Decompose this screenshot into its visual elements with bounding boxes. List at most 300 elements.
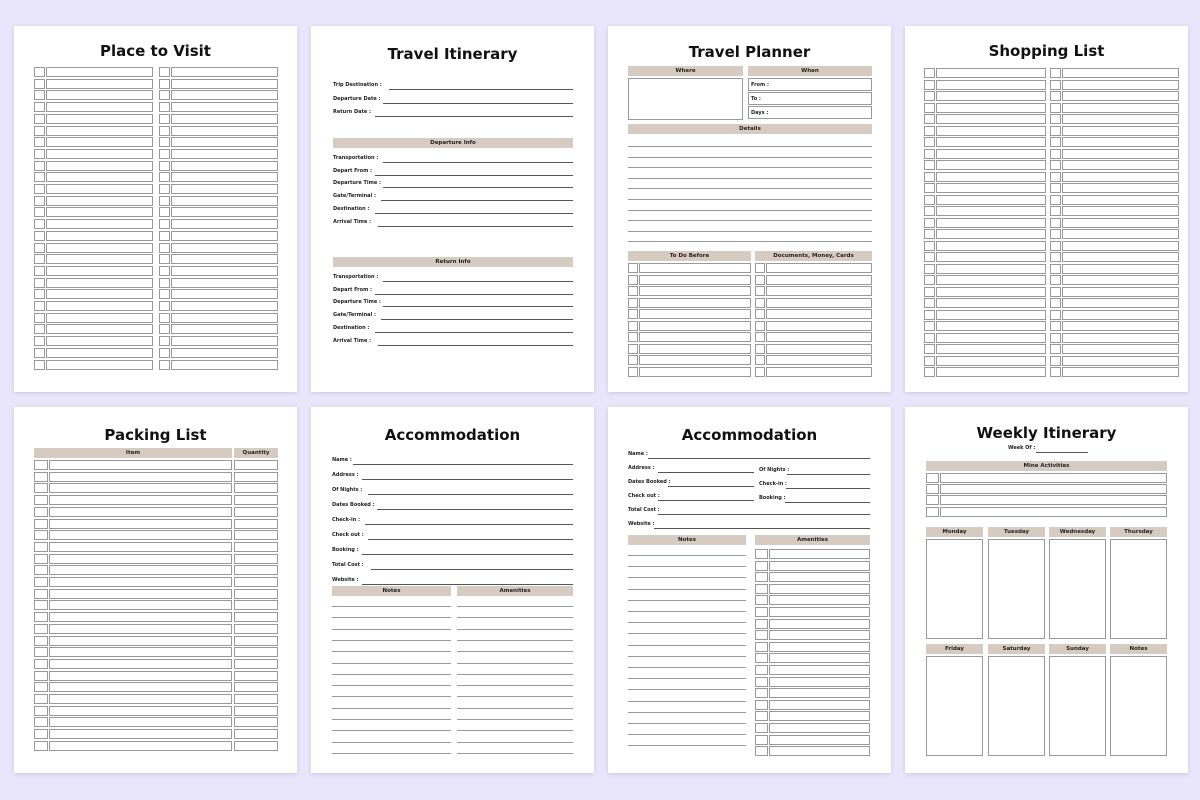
checkbox[interactable] bbox=[34, 717, 48, 727]
list-item-field[interactable] bbox=[46, 137, 153, 147]
checkbox[interactable] bbox=[924, 149, 935, 159]
checkbox[interactable] bbox=[159, 172, 170, 182]
details-line[interactable] bbox=[628, 146, 872, 147]
details-line[interactable] bbox=[628, 210, 872, 211]
amenities-line[interactable] bbox=[457, 708, 573, 709]
item-field[interactable] bbox=[49, 565, 232, 575]
notes-line[interactable] bbox=[628, 734, 746, 735]
notes-line[interactable] bbox=[628, 701, 746, 702]
list-item-field[interactable] bbox=[936, 160, 1046, 170]
quantity-field[interactable] bbox=[234, 565, 278, 575]
list-item-field[interactable] bbox=[769, 665, 870, 675]
checkbox[interactable] bbox=[34, 90, 45, 100]
list-item-field[interactable] bbox=[766, 344, 872, 354]
amenities-line[interactable] bbox=[457, 685, 573, 686]
list-item-field[interactable] bbox=[171, 348, 278, 358]
checkbox[interactable] bbox=[34, 126, 45, 136]
field-line[interactable] bbox=[362, 479, 573, 480]
total-cost-line[interactable] bbox=[658, 514, 870, 515]
checkbox[interactable] bbox=[755, 275, 765, 285]
field-line[interactable] bbox=[362, 554, 573, 555]
notes-line[interactable] bbox=[628, 566, 746, 567]
quantity-field[interactable] bbox=[234, 706, 278, 716]
field-line[interactable] bbox=[368, 494, 573, 495]
checkbox[interactable] bbox=[1050, 264, 1061, 274]
list-item-field[interactable] bbox=[46, 114, 153, 124]
checkbox[interactable] bbox=[628, 286, 638, 296]
checkbox[interactable] bbox=[628, 321, 638, 331]
list-item-field[interactable] bbox=[171, 184, 278, 194]
list-item-field[interactable] bbox=[1062, 149, 1179, 159]
checkbox[interactable] bbox=[159, 126, 170, 136]
checkbox[interactable] bbox=[628, 355, 638, 365]
list-item-field[interactable] bbox=[171, 324, 278, 334]
nights-line[interactable] bbox=[787, 474, 870, 475]
checkbox[interactable] bbox=[1050, 149, 1061, 159]
checkbox[interactable] bbox=[924, 287, 935, 297]
list-item-field[interactable] bbox=[46, 360, 153, 370]
list-item-field[interactable] bbox=[1062, 206, 1179, 216]
checkbox[interactable] bbox=[1050, 367, 1061, 377]
checkbox[interactable] bbox=[34, 231, 45, 241]
list-item-field[interactable] bbox=[936, 298, 1046, 308]
quantity-field[interactable] bbox=[234, 612, 278, 622]
checkbox[interactable] bbox=[924, 103, 935, 113]
notes-line[interactable] bbox=[332, 629, 451, 630]
list-item-field[interactable] bbox=[171, 114, 278, 124]
list-item-field[interactable] bbox=[936, 183, 1046, 193]
checkbox[interactable] bbox=[159, 184, 170, 194]
field-line[interactable] bbox=[383, 103, 573, 104]
list-item-field[interactable] bbox=[46, 126, 153, 136]
quantity-field[interactable] bbox=[234, 659, 278, 669]
checkbox[interactable] bbox=[755, 367, 765, 377]
day-box[interactable] bbox=[1049, 656, 1106, 756]
checkbox[interactable] bbox=[755, 607, 768, 617]
notes-line[interactable] bbox=[628, 656, 746, 657]
checkbox[interactable] bbox=[755, 263, 765, 273]
list-item-field[interactable] bbox=[766, 286, 872, 296]
checkbox[interactable] bbox=[1050, 68, 1061, 78]
checkbox[interactable] bbox=[924, 137, 935, 147]
checkbox[interactable] bbox=[1050, 80, 1061, 90]
list-item-field[interactable] bbox=[171, 360, 278, 370]
list-item-field[interactable] bbox=[46, 231, 153, 241]
checkbox[interactable] bbox=[159, 79, 170, 89]
when-field-box[interactable] bbox=[748, 92, 872, 105]
amenities-line[interactable] bbox=[457, 663, 573, 664]
item-field[interactable] bbox=[49, 671, 232, 681]
item-field[interactable] bbox=[49, 647, 232, 657]
list-item-field[interactable] bbox=[46, 79, 153, 89]
field-line[interactable] bbox=[383, 306, 573, 307]
list-item-field[interactable] bbox=[46, 207, 153, 217]
list-item-field[interactable] bbox=[639, 321, 751, 331]
checkbox[interactable] bbox=[159, 207, 170, 217]
checkbox[interactable] bbox=[34, 460, 48, 470]
checkbox[interactable] bbox=[755, 665, 768, 675]
list-item-field[interactable] bbox=[1062, 183, 1179, 193]
quantity-field[interactable] bbox=[234, 554, 278, 564]
item-field[interactable] bbox=[49, 741, 232, 751]
list-item-field[interactable] bbox=[1062, 68, 1179, 78]
list-item-field[interactable] bbox=[1062, 356, 1179, 366]
list-item-field[interactable] bbox=[936, 137, 1046, 147]
list-item-field[interactable] bbox=[940, 473, 1167, 483]
quantity-field[interactable] bbox=[234, 460, 278, 470]
list-item-field[interactable] bbox=[171, 289, 278, 299]
item-field[interactable] bbox=[49, 519, 232, 529]
list-item-field[interactable] bbox=[171, 196, 278, 206]
checkbox[interactable] bbox=[159, 266, 170, 276]
checkbox[interactable] bbox=[34, 161, 45, 171]
list-item-field[interactable] bbox=[769, 723, 870, 733]
list-item-field[interactable] bbox=[1062, 252, 1179, 262]
list-item-field[interactable] bbox=[46, 324, 153, 334]
checkbox[interactable] bbox=[34, 114, 45, 124]
checkbox[interactable] bbox=[159, 324, 170, 334]
checkbox[interactable] bbox=[926, 484, 939, 494]
list-item-field[interactable] bbox=[1062, 275, 1179, 285]
list-item-field[interactable] bbox=[1062, 310, 1179, 320]
checkbox[interactable] bbox=[34, 577, 48, 587]
where-box[interactable] bbox=[628, 78, 743, 120]
checkbox[interactable] bbox=[34, 266, 45, 276]
checkbox[interactable] bbox=[755, 711, 768, 721]
item-field[interactable] bbox=[49, 530, 232, 540]
day-box[interactable] bbox=[988, 539, 1045, 639]
day-box[interactable] bbox=[1110, 539, 1167, 639]
item-field[interactable] bbox=[49, 589, 232, 599]
checkbox[interactable] bbox=[1050, 287, 1061, 297]
field-line[interactable] bbox=[375, 116, 573, 117]
checkbox[interactable] bbox=[34, 301, 45, 311]
list-item-field[interactable] bbox=[46, 184, 153, 194]
checkbox[interactable] bbox=[1050, 126, 1061, 136]
checkbox[interactable] bbox=[628, 367, 638, 377]
checkbox[interactable] bbox=[755, 630, 768, 640]
checkbox[interactable] bbox=[755, 309, 765, 319]
checkbox[interactable] bbox=[159, 219, 170, 229]
notes-line[interactable] bbox=[332, 663, 451, 664]
list-item-field[interactable] bbox=[936, 356, 1046, 366]
checkbox[interactable] bbox=[924, 252, 935, 262]
list-item-field[interactable] bbox=[171, 207, 278, 217]
notes-line[interactable] bbox=[628, 745, 746, 746]
checkbox[interactable] bbox=[755, 642, 768, 652]
day-box[interactable] bbox=[926, 656, 983, 756]
checkbox[interactable] bbox=[34, 589, 48, 599]
checkbox[interactable] bbox=[924, 80, 935, 90]
checkbox[interactable] bbox=[755, 572, 768, 582]
quantity-field[interactable] bbox=[234, 483, 278, 493]
list-item-field[interactable] bbox=[46, 172, 153, 182]
list-item-field[interactable] bbox=[46, 219, 153, 229]
list-item-field[interactable] bbox=[936, 149, 1046, 159]
list-item-field[interactable] bbox=[46, 289, 153, 299]
checkbox[interactable] bbox=[34, 472, 48, 482]
list-item-field[interactable] bbox=[171, 301, 278, 311]
list-item-field[interactable] bbox=[639, 275, 751, 285]
checkbox[interactable] bbox=[755, 332, 765, 342]
item-field[interactable] bbox=[49, 472, 232, 482]
checkbox[interactable] bbox=[755, 355, 765, 365]
quantity-field[interactable] bbox=[234, 472, 278, 482]
notes-line[interactable] bbox=[628, 633, 746, 634]
checkbox[interactable] bbox=[924, 241, 935, 251]
details-line[interactable] bbox=[628, 178, 872, 179]
list-item-field[interactable] bbox=[639, 309, 751, 319]
list-item-field[interactable] bbox=[769, 653, 870, 663]
day-box[interactable] bbox=[1049, 539, 1106, 639]
checkbox[interactable] bbox=[34, 530, 48, 540]
checkbox[interactable] bbox=[755, 595, 768, 605]
checkbox[interactable] bbox=[924, 172, 935, 182]
list-item-field[interactable] bbox=[936, 218, 1046, 228]
checkbox[interactable] bbox=[924, 344, 935, 354]
list-item-field[interactable] bbox=[171, 254, 278, 264]
checkbox[interactable] bbox=[755, 344, 765, 354]
list-item-field[interactable] bbox=[46, 254, 153, 264]
notes-line[interactable] bbox=[628, 723, 746, 724]
list-item-field[interactable] bbox=[766, 355, 872, 365]
checkbox[interactable] bbox=[924, 126, 935, 136]
checkbox[interactable] bbox=[34, 102, 45, 112]
checkbox[interactable] bbox=[1050, 321, 1061, 331]
details-line[interactable] bbox=[628, 188, 872, 189]
notes-line[interactable] bbox=[332, 753, 451, 754]
list-item-field[interactable] bbox=[769, 688, 870, 698]
checkbox[interactable] bbox=[924, 195, 935, 205]
list-item-field[interactable] bbox=[171, 313, 278, 323]
item-field[interactable] bbox=[49, 507, 232, 517]
details-line[interactable] bbox=[628, 231, 872, 232]
list-item-field[interactable] bbox=[1062, 287, 1179, 297]
list-item-field[interactable] bbox=[171, 278, 278, 288]
field-line[interactable] bbox=[383, 281, 573, 282]
list-item-field[interactable] bbox=[766, 275, 872, 285]
checkbox[interactable] bbox=[755, 549, 768, 559]
list-item-field[interactable] bbox=[936, 80, 1046, 90]
checkbox[interactable] bbox=[924, 206, 935, 216]
notes-line[interactable] bbox=[628, 645, 746, 646]
checkbox[interactable] bbox=[1050, 241, 1061, 251]
list-item-field[interactable] bbox=[639, 344, 751, 354]
list-item-field[interactable] bbox=[46, 278, 153, 288]
amenities-line[interactable] bbox=[457, 651, 573, 652]
list-item-field[interactable] bbox=[769, 642, 870, 652]
list-item-field[interactable] bbox=[769, 549, 870, 559]
quantity-field[interactable] bbox=[234, 671, 278, 681]
notes-line[interactable] bbox=[628, 667, 746, 668]
checkbox[interactable] bbox=[755, 298, 765, 308]
field-line[interactable] bbox=[353, 464, 573, 465]
amenities-line[interactable] bbox=[457, 640, 573, 641]
quantity-field[interactable] bbox=[234, 600, 278, 610]
checkbox[interactable] bbox=[34, 348, 45, 358]
amenities-line[interactable] bbox=[457, 730, 573, 731]
notes-line[interactable] bbox=[628, 555, 746, 556]
address-line[interactable] bbox=[658, 472, 754, 473]
list-item-field[interactable] bbox=[936, 275, 1046, 285]
checkbox[interactable] bbox=[34, 600, 48, 610]
list-item-field[interactable] bbox=[46, 336, 153, 346]
item-field[interactable] bbox=[49, 729, 232, 739]
checkbox[interactable] bbox=[1050, 114, 1061, 124]
checkbox[interactable] bbox=[1050, 218, 1061, 228]
checkbox[interactable] bbox=[924, 298, 935, 308]
checkbox[interactable] bbox=[926, 495, 939, 505]
list-item-field[interactable] bbox=[940, 507, 1167, 517]
dates-booked-line[interactable] bbox=[668, 486, 754, 487]
item-field[interactable] bbox=[49, 706, 232, 716]
checkbox[interactable] bbox=[1050, 172, 1061, 182]
checkbox[interactable] bbox=[1050, 356, 1061, 366]
amenities-line[interactable] bbox=[457, 742, 573, 743]
list-item-field[interactable] bbox=[46, 196, 153, 206]
list-item-field[interactable] bbox=[171, 79, 278, 89]
quantity-field[interactable] bbox=[234, 636, 278, 646]
checkbox[interactable] bbox=[924, 218, 935, 228]
quantity-field[interactable] bbox=[234, 694, 278, 704]
checkbox[interactable] bbox=[34, 79, 45, 89]
checkbox[interactable] bbox=[755, 723, 768, 733]
checkbox[interactable] bbox=[34, 243, 45, 253]
checkbox[interactable] bbox=[34, 647, 48, 657]
checkbox[interactable] bbox=[159, 313, 170, 323]
field-line[interactable] bbox=[378, 226, 573, 227]
checkbox[interactable] bbox=[1050, 333, 1061, 343]
quantity-field[interactable] bbox=[234, 542, 278, 552]
checkbox[interactable] bbox=[755, 321, 765, 331]
item-field[interactable] bbox=[49, 495, 232, 505]
checkbox[interactable] bbox=[1050, 344, 1061, 354]
list-item-field[interactable] bbox=[936, 321, 1046, 331]
checkbox[interactable] bbox=[924, 356, 935, 366]
checkbox[interactable] bbox=[34, 483, 48, 493]
list-item-field[interactable] bbox=[936, 367, 1046, 377]
list-item-field[interactable] bbox=[46, 161, 153, 171]
list-item-field[interactable] bbox=[766, 298, 872, 308]
amenities-line[interactable] bbox=[457, 606, 573, 607]
details-line[interactable] bbox=[628, 157, 872, 158]
list-item-field[interactable] bbox=[936, 103, 1046, 113]
list-item-field[interactable] bbox=[1062, 160, 1179, 170]
checkbox[interactable] bbox=[34, 172, 45, 182]
checkbox[interactable] bbox=[1050, 229, 1061, 239]
day-box[interactable] bbox=[926, 539, 983, 639]
checkbox[interactable] bbox=[34, 659, 48, 669]
notes-line[interactable] bbox=[332, 617, 451, 618]
list-item-field[interactable] bbox=[171, 102, 278, 112]
list-item-field[interactable] bbox=[769, 572, 870, 582]
notes-line[interactable] bbox=[332, 606, 451, 607]
checkbox[interactable] bbox=[628, 332, 638, 342]
checkbox[interactable] bbox=[34, 612, 48, 622]
field-line[interactable] bbox=[377, 509, 573, 510]
notes-line[interactable] bbox=[628, 611, 746, 612]
details-line[interactable] bbox=[628, 220, 872, 221]
quantity-field[interactable] bbox=[234, 519, 278, 529]
notes-line[interactable] bbox=[628, 589, 746, 590]
checkbox[interactable] bbox=[159, 149, 170, 159]
checkbox[interactable] bbox=[159, 243, 170, 253]
item-field[interactable] bbox=[49, 624, 232, 634]
checkbox[interactable] bbox=[1050, 195, 1061, 205]
checkbox[interactable] bbox=[34, 137, 45, 147]
day-box[interactable] bbox=[1110, 656, 1167, 756]
checkbox[interactable] bbox=[159, 254, 170, 264]
list-item-field[interactable] bbox=[936, 252, 1046, 262]
checkbox[interactable] bbox=[1050, 275, 1061, 285]
list-item-field[interactable] bbox=[769, 630, 870, 640]
checkbox[interactable] bbox=[1050, 103, 1061, 113]
checkbox[interactable] bbox=[926, 507, 939, 517]
item-field[interactable] bbox=[49, 612, 232, 622]
checkbox[interactable] bbox=[1050, 183, 1061, 193]
list-item-field[interactable] bbox=[1062, 218, 1179, 228]
list-item-field[interactable] bbox=[171, 219, 278, 229]
checkout-line[interactable] bbox=[658, 500, 754, 501]
checkbox[interactable] bbox=[34, 624, 48, 634]
checkbox[interactable] bbox=[34, 729, 48, 739]
list-item-field[interactable] bbox=[171, 90, 278, 100]
list-item-field[interactable] bbox=[46, 67, 153, 77]
list-item-field[interactable] bbox=[171, 161, 278, 171]
quantity-field[interactable] bbox=[234, 717, 278, 727]
list-item-field[interactable] bbox=[766, 263, 872, 273]
amenities-line[interactable] bbox=[457, 674, 573, 675]
quantity-field[interactable] bbox=[234, 647, 278, 657]
item-field[interactable] bbox=[49, 600, 232, 610]
checkbox[interactable] bbox=[159, 90, 170, 100]
checkbox[interactable] bbox=[34, 682, 48, 692]
list-item-field[interactable] bbox=[936, 241, 1046, 251]
quantity-field[interactable] bbox=[234, 495, 278, 505]
quantity-field[interactable] bbox=[234, 577, 278, 587]
list-item-field[interactable] bbox=[1062, 126, 1179, 136]
checkbox[interactable] bbox=[34, 313, 45, 323]
checkbox[interactable] bbox=[755, 286, 765, 296]
checkbox[interactable] bbox=[924, 367, 935, 377]
quantity-field[interactable] bbox=[234, 682, 278, 692]
list-item-field[interactable] bbox=[46, 348, 153, 358]
list-item-field[interactable] bbox=[639, 355, 751, 365]
notes-line[interactable] bbox=[332, 742, 451, 743]
checkbox[interactable] bbox=[34, 565, 48, 575]
checkbox[interactable] bbox=[924, 321, 935, 331]
checkbox[interactable] bbox=[1050, 91, 1061, 101]
checkbox[interactable] bbox=[159, 336, 170, 346]
item-field[interactable] bbox=[49, 717, 232, 727]
notes-line[interactable] bbox=[332, 708, 451, 709]
checkbox[interactable] bbox=[34, 184, 45, 194]
amenities-line[interactable] bbox=[457, 629, 573, 630]
item-field[interactable] bbox=[49, 682, 232, 692]
checkbox[interactable] bbox=[924, 91, 935, 101]
list-item-field[interactable] bbox=[769, 746, 870, 756]
notes-line[interactable] bbox=[332, 674, 451, 675]
list-item-field[interactable] bbox=[1062, 333, 1179, 343]
list-item-field[interactable] bbox=[936, 126, 1046, 136]
details-line[interactable] bbox=[628, 167, 872, 168]
notes-line[interactable] bbox=[332, 685, 451, 686]
list-item-field[interactable] bbox=[639, 263, 751, 273]
list-item-field[interactable] bbox=[936, 91, 1046, 101]
checkbox[interactable] bbox=[34, 149, 45, 159]
item-field[interactable] bbox=[49, 554, 232, 564]
field-line[interactable] bbox=[368, 539, 573, 540]
